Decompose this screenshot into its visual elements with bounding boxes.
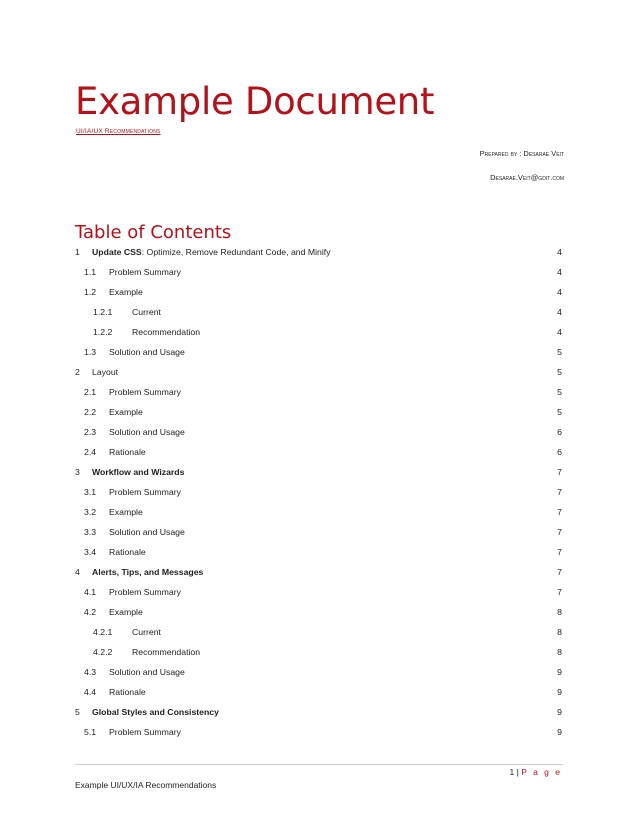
toc-entry-label-text: Example [109,287,143,297]
toc-entry-number: 2.3 [84,427,97,437]
toc-entry-label [92,362,118,382]
toc-entry-label-text: Problem Summary [109,267,181,277]
toc-entry-label-text: Current [132,627,161,637]
toc-entry-number: 1.2 [84,287,97,297]
toc-entry[interactable] [75,722,565,742]
toc-entry-number: 4.2 [84,607,97,617]
toc-entry[interactable] [75,242,565,262]
toc-entry-number: 5.1 [84,727,97,737]
toc-entry-page: 9 [557,707,562,717]
toc-entry-page: 7 [557,467,562,477]
toc-entry-label-text: Solution and Usage [109,427,185,437]
toc-entry[interactable] [75,302,565,322]
page-word: P a g e [521,767,562,777]
toc-entry-number: 4.2.1 [93,627,113,637]
toc-entry[interactable] [75,322,565,342]
toc-entry-label [92,702,219,722]
toc-entry-label-bold: Alerts, Tips, and Messages [92,567,204,577]
toc-entry[interactable] [75,422,565,442]
toc-entry[interactable] [75,642,565,662]
footer-divider [75,764,563,765]
toc-entry-page: 7 [557,507,562,517]
toc-entry-page: 4 [557,247,562,257]
toc-entry-page: 4 [557,327,562,337]
toc-entry-label [109,602,143,622]
toc-entry-number: 3.4 [84,547,97,557]
toc-entry[interactable] [75,442,565,462]
toc-entry-label [92,562,203,582]
toc-entry-page: 8 [557,607,562,617]
toc-entry-label-text: Recommendation [132,647,201,657]
toc-entry-page: 5 [557,347,562,357]
toc-entry-label [132,622,161,642]
toc-entry-label [109,682,146,702]
toc-entry[interactable] [75,522,565,542]
toc-entry-label-text: Problem Summary [109,727,181,737]
document-subtitle: UI/IA/UX Recommendations [76,128,161,135]
toc-entry-number: 5 [75,707,80,717]
toc-entry-number: 4.1 [84,587,97,597]
toc-entry-label-text: Solution and Usage [109,667,185,677]
toc-entry-number: 2 [75,367,80,377]
toc-entry-label-bold: Global Styles and Consistency [92,707,219,717]
toc-entry-label [109,502,143,522]
toc-entry-page: 8 [557,647,562,657]
toc-entry-label [92,242,331,262]
toc-entry-label [109,522,185,542]
toc-entry-page: 5 [557,367,562,377]
toc-entry-number: 3.3 [84,527,97,537]
table-of-contents [75,242,565,742]
toc-entry-page: 7 [557,547,562,557]
prepared-by: Prepared by : Desarae Veit [479,149,564,158]
toc-entry[interactable] [75,402,565,422]
toc-entry-page: 7 [557,487,562,497]
toc-entry-page: 4 [557,287,562,297]
toc-entry-number: 1.3 [84,347,97,357]
toc-entry-label [109,282,143,302]
toc-entry-number: 4 [75,567,80,577]
toc-entry-number: 3.1 [84,487,97,497]
toc-entry-label-text: Rationale [109,547,146,557]
toc-entry-number: 2.1 [84,387,97,397]
toc-entry-label [109,482,181,502]
toc-entry-number: 1.1 [84,267,97,277]
toc-entry-number: 2.4 [84,447,97,457]
toc-entry[interactable] [75,702,565,722]
author-email: Desarae.Veit@gdit.com [490,173,564,182]
toc-entry[interactable] [75,362,565,382]
toc-entry-page: 9 [557,667,562,677]
toc-entry-label [109,382,181,402]
toc-entry-number: 1 [75,247,80,257]
toc-entry[interactable] [75,262,565,282]
toc-entry-label-text: Example [109,407,143,417]
toc-entry[interactable] [75,602,565,622]
toc-entry[interactable] [75,662,565,682]
toc-entry-label-text: Rationale [109,687,146,697]
toc-entry[interactable] [75,282,565,302]
toc-entry-label [109,402,143,422]
page-number-value: 1 | [509,767,519,777]
toc-entry-label-text: Current [132,307,161,317]
toc-entry-number: 3 [75,467,80,477]
toc-entry-page: 9 [557,727,562,737]
toc-entry-number: 4.3 [84,667,97,677]
toc-entry-label-text: Recommendation [132,327,201,337]
toc-entry-label-text: Example [109,607,143,617]
toc-entry-label-text: Rationale [109,447,146,457]
toc-entry[interactable] [75,542,565,562]
toc-entry-label-text: Problem Summary [109,387,181,397]
toc-entry[interactable] [75,622,565,642]
toc-entry[interactable] [75,342,565,362]
toc-entry-label [109,542,146,562]
toc-entry-number: 1.2.2 [93,327,113,337]
toc-entry-label-text: Problem Summary [109,587,181,597]
toc-entry-label-text: Layout [92,367,119,377]
toc-entry[interactable] [75,682,565,702]
toc-entry-label-text: Example [109,507,143,517]
toc-entry-label [132,642,200,662]
toc-entry-page: 7 [557,567,562,577]
toc-entry-number: 1.2.1 [93,307,113,317]
document-title: Example Document [75,80,435,123]
toc-entry-label-text: Problem Summary [109,487,181,497]
toc-entry-label [109,342,185,362]
toc-entry-page: 4 [557,307,562,317]
toc-entry-page: 4 [557,267,562,277]
toc-entry-page: 5 [557,407,562,417]
toc-entry-label [132,302,161,322]
toc-entry[interactable] [75,502,565,522]
toc-entry-page: 9 [557,687,562,697]
toc-entry[interactable] [75,482,565,502]
toc-entry-label [92,462,184,482]
toc-entry[interactable] [75,462,565,482]
footer-text: Example UI/UX/IA Recommendations [75,780,217,790]
toc-entry-label [109,582,181,602]
toc-entry-page: 6 [557,447,562,457]
toc-entry[interactable] [75,582,565,602]
toc-entry-label-text: Solution and Usage [109,347,185,357]
page-number [510,767,562,777]
toc-entry-label [132,322,200,342]
toc-entry-number: 2.2 [84,407,97,417]
toc-entry-label [109,262,181,282]
toc-entry-label [109,662,185,682]
toc-entry-number: 4.2.2 [93,647,113,657]
toc-entry-label-text: Solution and Usage [109,527,185,537]
toc-entry-number: 4.4 [84,687,97,697]
toc-entry-label [109,422,185,442]
toc-entry-page: 7 [557,527,562,537]
toc-entry-page: 8 [557,627,562,637]
toc-entry-label [109,722,181,742]
toc-entry[interactable] [75,562,565,582]
toc-entry[interactable] [75,382,565,402]
toc-entry-label-bold: Update CSS [92,247,142,257]
toc-entry-label [109,442,146,462]
toc-entry-label-text: : Optimize, Remove Redundant Code, and Minify [141,247,331,257]
toc-entry-page: 7 [557,587,562,597]
toc-entry-page: 5 [557,387,562,397]
toc-entry-number: 3.2 [84,507,97,517]
toc-heading: Table of Contents [75,222,232,243]
toc-entry-label-bold: Workflow and Wizards [92,467,185,477]
toc-entry-page: 6 [557,427,562,437]
